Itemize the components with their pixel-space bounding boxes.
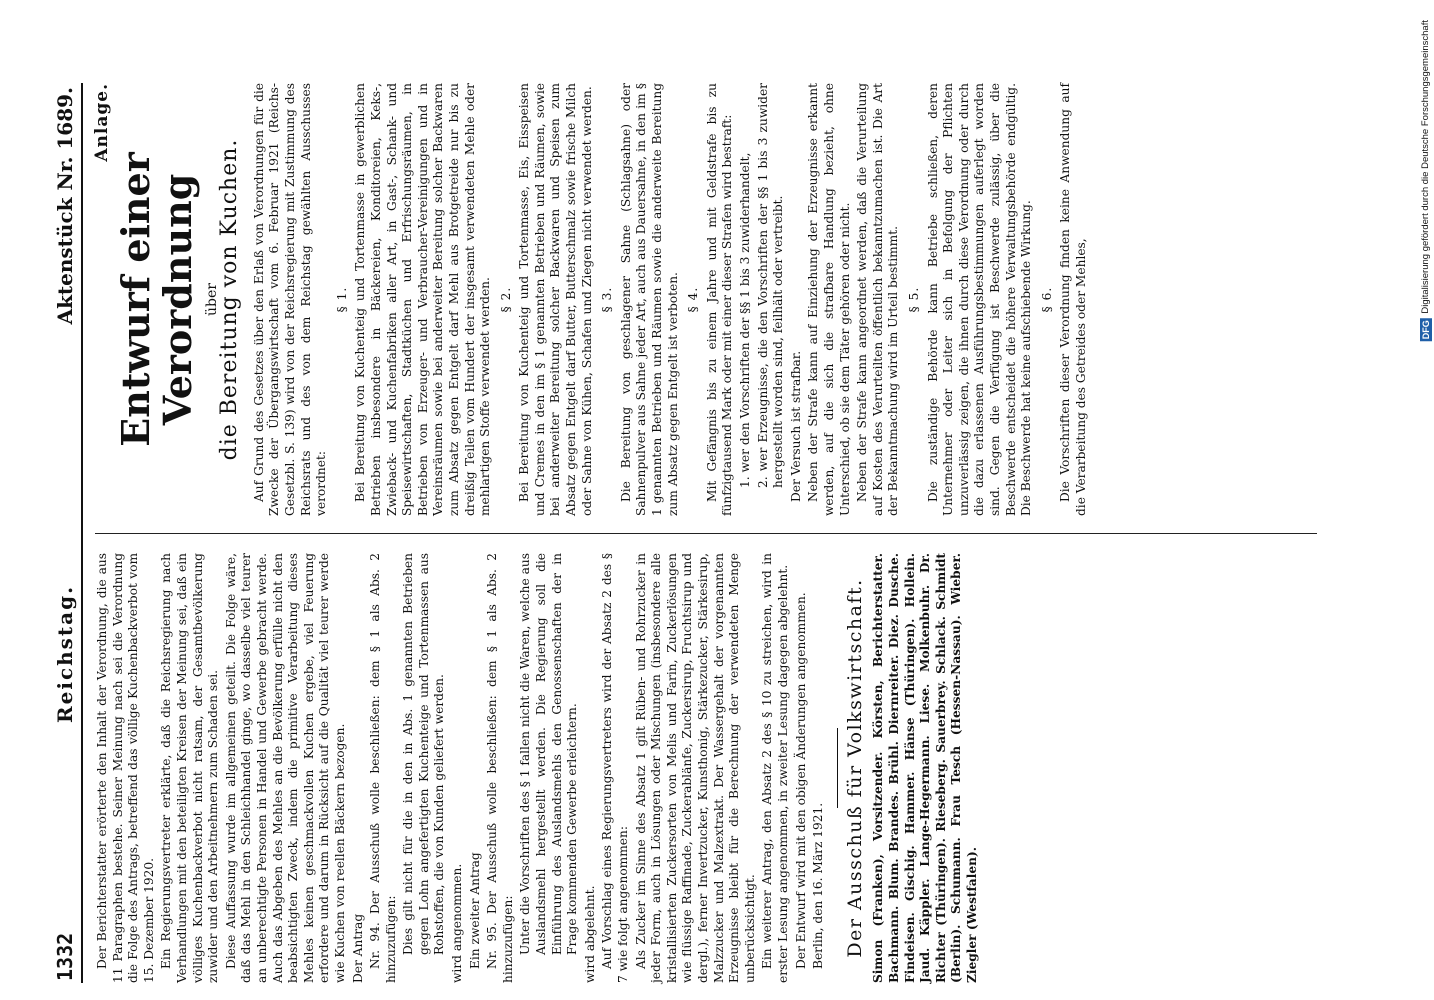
header-title: Reichstag. <box>53 584 77 723</box>
page-header <box>47 83 83 983</box>
date-line: Berlin, den 16. März 1921. <box>811 802 826 969</box>
section-1-text: Bei Bereitung von Kuchenteig und Tortenmasse in gewerblichen Betrieben insbesondere in Bäckereien, Konditoreien, Keks-, Zwieback- und Kuchenfabriken aller Art, in Gast-, Schank- und Speisewirtschaften, Stadtküchen und Erfrischungsräumen, in Betrieben von Erzeuger- und Verbraucher-Vereinigungen und in Vereinsräumen sowie bei anderweiter Bereitung solcher Backwaren zum Absatz gegen Entgelt darf Mehl aus Brotgetreide nur bis zu dreißig Teilen vom Hundert der insgesamt verwendeten Mehle oder mehlartigen Stoffe verwendet werden. <box>353 83 493 516</box>
digitization-note <box>1420 20 1432 341</box>
motion-94-intro: Der Antrag <box>350 913 365 983</box>
paragraph-proposal: Auf Vorschlag eines Regierungsvertreters wird der Absatz 2 des § 7 wie folgt angenommen: <box>600 553 630 983</box>
section-6-text: Die Vorschriften dieser Verordnung finden keine Anwendung auf die Verarbeitung des Getreides oder Mehles, <box>1058 83 1088 516</box>
left-column <box>95 543 1321 983</box>
section-3-text: Die Bereitung von geschlagener Sahne (Schlagsahne) oder Sahnenpulver aus Sahne jeder Art, auch aus Dauersahne, in den im § 1 genannten Betrieben und Räumen sowie die anderweite Bereitung zum Absatz gegen Entgelt ist verboten. <box>618 83 680 516</box>
paragraph-adopted: Der Entwurf wird mit den obigen Änderungen angenommen. <box>793 592 808 969</box>
section-3-heading: § 3. <box>600 286 615 313</box>
section-4-text: Mit Gefängnis bis zu einem Jahre und mit Geldstrafe bis zu fünfzigtausend Mark oder mit einer dieser Strafen wird bestraft: <box>704 83 735 516</box>
motion-95: Nr. 95. Der Ausschuß wolle beschließen: dem § 1 als Abs. 2 hinzuzufügen: <box>485 553 515 983</box>
draft-ueber: über <box>203 283 220 316</box>
paragraph-rapporteur: Der Berichterstatter erörterte den Inhalt der Verordnung, die aus 11 Paragraphen bestehe. Seiner Meinung nach sei die Verordnung die Folge des Antrags, betreffend das völlige Kuchenbackverbot vom 15. Dezember 1920. <box>95 553 156 983</box>
section-4-item-2: 2. wer Erzeugnisse, die den Vorschriften der §§ 1 bis 3 zuwider hergestellt worden sind, feilhält oder vertreibt. <box>755 83 786 488</box>
rotated-document-page <box>47 83 1327 983</box>
section-5-heading: § 5. <box>906 286 921 313</box>
section-4-publication: Neben der Strafe kann angeordnet werden, daß die Verurteilung auf Kosten des Verurteilten öffentlich bekanntzumachen ist. Die Art der Bekanntmachung wird im Urteil bestimmt. <box>855 83 901 516</box>
section-4-item-1: 1. wer den Vorschriften der §§ 1 bis 3 zuwiderhandelt, <box>738 152 752 488</box>
section-1-heading: § 1. <box>334 286 349 313</box>
section-4-heading: § 4. <box>686 286 701 313</box>
section-4-confiscation: Neben der Strafe kann auf Einziehung der Erzeugnisse erkannt werden, auf die sich die strafbare Handlung bezieht, ohne Unterschied, ob sie dem Täter gehören oder nicht. <box>806 83 852 516</box>
motion-95-intro: Ein zweiter Antrag <box>467 852 482 969</box>
section-5-text: Die zuständige Behörde kann Betriebe schließen, deren Unternehmer oder Leiter sich in Befolgung der Pflichten unzuverlässig zeigen, die ihnen durch diese Verordnung oder durch die dazu erlassenen Ausführungsbestimmungen auferlegt worden sind. Gegen die Verfügung ist Beschwerde zulässig, über die Beschwerde entscheidet die höhere Verwaltungsbehörde endgültig. Die Beschwerde hat keine aufschiebende Wirkung. <box>925 83 1034 516</box>
preamble: Auf Grund des Gesetzes über den Erlaß von Verordnungen für die Zwecke der Übergangswirtschaft vom 6. Februar 1921 (Reichs-Gesetzbl. S. 139) wird von der Reichsregierung mit Zustimmung des Reichsrats und des von dem Reichstag gewählten Ausschusses verordnet: <box>251 83 329 516</box>
separator-rule <box>837 728 838 808</box>
right-column <box>92 83 1321 526</box>
committee-heading: Der Ausschuß für Volkswirtschaft. <box>843 578 866 958</box>
section-2-text: Bei Bereitung von Kuchenteig und Tortenmasse, Eis, Eisspeisen und Cremes in den im § 1 genannten Betrieben und Räumen, sowie bei anderweiter Bereitung solcher Backwaren und Speisen zum Absatz gegen Entgelt darf Butter, Butterschmalz sowie frische Milch oder Sahne von Kühen, Schafen und Ziegen nicht verwendet werden. <box>517 83 594 516</box>
header-document-number: Aktenstück Nr. 1689. <box>53 87 77 325</box>
annex-label: Anlage. <box>92 83 112 162</box>
motion-94-quote: Dies gilt nicht für die in den in Abs. 1 genannten Betrieben gegen Lohn angefertigten Kuchenteige und Tortenmassen aus Rohstoffen, die von Kunden geliefert werden. <box>401 553 447 955</box>
section-6-heading: § 6. <box>1039 286 1054 313</box>
paragraph-government-rep: Ein Regierungsvertreter erklärte, daß die Reichsregierung nach Verhandlungen mit den beteiligten Kreisen der Meinung sei, daß ein völliges Kuchenbackverbot nicht ratsam, der Gesamtbevölkerung zuwider und den Arbeitnehmern zum Schaden sei. <box>159 553 221 983</box>
digitization-text: Digitalisierung gefördert durch die Deutsche Forschungsgemeinschaft <box>1420 20 1431 314</box>
motion-94-result: wird angenommen. <box>450 863 465 983</box>
page-number: 1332 <box>53 932 77 981</box>
motion-94: Nr. 94. Der Ausschuß wolle beschließen: dem § 1 als Abs. 2 hinzuzufügen: <box>368 553 398 983</box>
paragraph-opinion: Diese Auffassung wurde im allgemeinen geteilt. Die Folge wäre, daß das Mehl in den Schleichhandel ginge, wo dasselbe viel teurer an unberechtigte Personen in Handel und Gewerbe gebracht werde. Auch das Abgeben des Mehles an die Bevölkerung erfülle nicht den beabsichtigten Zweck, indem die primitive Verarbeitung dieses Mehles keinen geschmackvollen Kuchen ergebe, viel Feuerung erfordere und darum in Rücksicht auf die Qualität viel teurer werde wie Kuchen von reellen Bäckern bezogen. <box>223 553 347 983</box>
dfg-logo: DFG <box>1421 320 1431 340</box>
draft-title: Entwurf einer Verordnung <box>112 152 200 447</box>
motion-95-quote: Unter die Vorschriften des § 1 fallen nicht die Waren, welche aus Auslandsmehl hergestellt werden. Die Regierung soll die Einführung des Auslandsmehls den Genossenschaften der in Frage kommenden Gewerbe erleichtern. <box>518 553 580 955</box>
column-divider <box>95 533 1317 534</box>
section-4-attempt: Der Versuch ist strafbar. <box>788 350 803 502</box>
motion-95-result: wird abgelehnt. <box>582 885 597 983</box>
section-2-heading: § 2. <box>498 286 513 313</box>
committee-members: Simon (Franken), Vorsitzender. Körsten, Berichterstatter. Bachmann. Blum. Brandes. Brühl. Diernreiter. Diez. Dusche. Findeisen. Gischig. Hammer. Hänse (Thüringen). Hollein. Jaud. Käppler. Lange-Hegermann. Liese. Molkenbuhr. Dr. Richter (Thüringen). Rieseberg. Sauerbrey. Schlack. Schmidt (Berlin). Schumann. Frau Tesch (Hessen-Nassau). Wieber. Ziegler (Westfalen). <box>871 553 979 983</box>
draft-subtitle: die Bereitung von Kuchen. <box>217 138 243 461</box>
paragraph-further-motion: Ein weiterer Antrag, den Absatz 2 des § 10 zu streichen, wird in erster Lesung angenommen, in zweiter Lesung dagegen abgelehnt. <box>760 553 790 983</box>
paragraph-sugar-definition: Als Zucker im Sinne des Absatz 1 gilt Rüben- und Rohrzucker in jeder Form, auch in Lösungen oder Mischungen (insbesondere alle kristallisierten Zuckersorten von Melis und Farin, Zuckerlösungen wie flüssige Raffinade, Zuckerablänfe, Zuckersirup, Fruchtsirup und dergl.), ferner Invertzucker, Kunsthonig, Stärkezucker, Stärkesirup, Malzzucker und Malzextrakt. Der Wassergehalt der vorgenannten Erzeugnisse bleibt für die Berechnung der verwendeten Menge unberücksichtigt. <box>633 553 757 983</box>
